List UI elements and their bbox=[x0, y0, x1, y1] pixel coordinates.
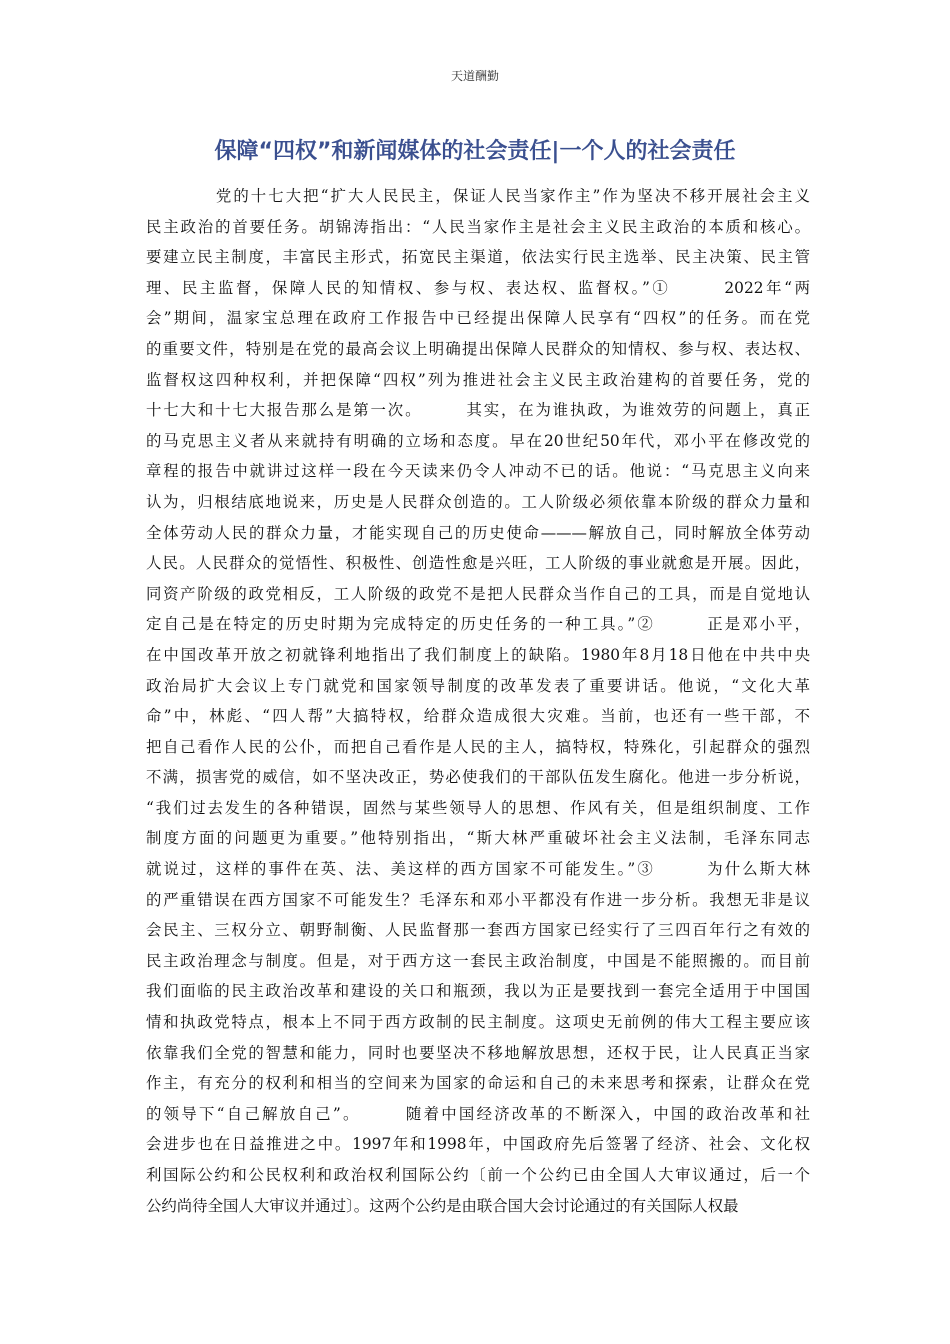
body-line: 的马克思主义者从来就持有明确的立场和态度。早在20世纪50年代，邓小平在修改党的 bbox=[146, 431, 810, 450]
body-line: 要建立民主制度，丰富民主形式，拓宽民主渠道，依法实行民主选举、民主决策、民主管 bbox=[146, 248, 810, 267]
body-line: 我们面临的民主政治改革和建设的关口和瓶颈，我以为正是要找到一套完全适用于中国国 bbox=[146, 982, 810, 1001]
document-title: 保障“四权”和新闻媒体的社会责任|一个人的社会责任 bbox=[214, 139, 736, 164]
body-line: 作主，有充分的权利和相当的空间来为国家的命运和自己的未来思考和探索，让群众在党 bbox=[146, 1074, 810, 1093]
body-line: 就说过，这样的事件在英、法、美这样的西方国家不可能发生。”③ 为什么斯大林 bbox=[146, 860, 810, 879]
page-header: 天道酬勤 bbox=[450, 69, 499, 83]
body-line: 的领导下“自己解放自己”。 随着中国经济改革的不断深入，中国的政治改革和社 bbox=[146, 1104, 810, 1123]
body-line: 会进步也在日益推进之中。1997年和1998年，中国政府先后签署了经济、社会、文化权 bbox=[146, 1135, 810, 1154]
body-line: 的重要文件，特别是在党的最高会议上明确提出保障人民群众的知情权、参与权、表达权、 bbox=[146, 339, 810, 358]
body-line: 全体劳动人民的群众力量，才能实现自己的历史使命———解放自己，同时解放全体劳动 bbox=[146, 523, 810, 542]
body-line: 人民。人民群众的觉悟性、积极性、创造性愈是兴旺，工人阶级的事业就愈是开展。因此， bbox=[146, 554, 810, 573]
body-line: 理、民主监督，保障人民的知情权、参与权、表达权、监督权。”① 2022年“两 bbox=[146, 278, 810, 297]
body-line: 民主政治的首要任务。胡锦涛指出：“人民当家作主是社会主义民主政治的本质和核心。 bbox=[146, 217, 810, 236]
body-line: 认为，归根结底地说来，历史是人民群众创造的。工人阶级必须依靠本阶级的群众力量和 bbox=[146, 492, 810, 511]
body-line: 在中国改革开放之初就锋利地指出了我们制度上的缺陷。1980年8月18日他在中共中央 bbox=[146, 645, 810, 664]
body-line: 把自己看作人民的公仆，而把自己看作是人民的主人，搞特权，特殊化，引起群众的强烈 bbox=[146, 737, 810, 756]
body-line: 命”中，林彪、“四人帮”大搞特权，给群众造成很大灾难。当前，也还有一些干部，不 bbox=[146, 707, 810, 726]
body-line: 制度方面的问题更为重要。”他特别指出，“斯大林严重破坏社会主义法制，毛泽东同志 bbox=[146, 829, 810, 848]
body-line: 同资产阶级的政党相反，工人阶级的政党不是把人民群众当作自己的工具，而是自觉地认 bbox=[146, 584, 810, 603]
body-line: 的严重错误在西方国家不可能发生？毛泽东和邓小平都没有作进一步分析。我想无非是议 bbox=[146, 890, 810, 909]
body-line: 政治局扩大会议上专门就党和国家领导制度的改革发表了重要讲话。他说，“文化大革 bbox=[146, 676, 810, 695]
body-line: 章程的报告中就讲过这样一段在今天读来仍令人冲动不已的话。他说：“马克思主义向来 bbox=[146, 462, 810, 481]
body-line: 依靠我们全党的智慧和能力，同时也要坚决不移地解放思想，还权于民，让人民真正当家 bbox=[146, 1043, 810, 1062]
document-body bbox=[146, 181, 810, 1221]
body-line: 监督权这四种权利，并把保障“四权”列为推进社会主义民主政治建构的首要任务，党的 bbox=[146, 370, 810, 389]
body-line: 会”期间，温家宝总理在政府工作报告中已经提出保障人民享有“四权”的任务。而在党 bbox=[146, 309, 810, 328]
body-line: 十七大和十七大报告那么是第一次。 其实，在为谁执政，为谁效劳的问题上，真正 bbox=[146, 401, 810, 420]
body-line: 不满，损害党的威信，如不坚决改正，势必使我们的干部队伍发生腐化。他进一步分析说， bbox=[146, 768, 810, 787]
body-line: 情和执政党特点，根本上不同于西方政制的民主制度。这项史无前例的伟大工程主要应该 bbox=[146, 1013, 810, 1032]
body-line: 党的十七大把“扩大人民民主，保证人民当家作主”作为坚决不移开展社会主义 bbox=[146, 187, 810, 205]
body-line: 利国际公约和公民权利和政治权利国际公约〔前一个公约已由全国人大审议通过，后一个 bbox=[146, 1166, 810, 1184]
body-line: 会民主、三权分立、朝野制衡、人民监督那一套西方国家已经实行了三四百年行之有效的 bbox=[146, 921, 810, 940]
body-line: 公约尚待全国人大审议并通过〕。这两个公约是由联合国大会讨论通过的有关国际人权最 bbox=[146, 1196, 739, 1215]
body-line: “我们过去发生的各种错误，固然与某些领导人的思想、作风有关，但是组织制度、工作 bbox=[146, 798, 810, 817]
body-line: 民主政治理念与制度。但是，对于西方这一套民主政治制度，中国是不能照搬的。而目前 bbox=[146, 951, 810, 970]
body-line: 定自己是在特定的历史时期为完成特定的历史任务的一种工具。”② 正是邓小平， bbox=[146, 615, 810, 634]
